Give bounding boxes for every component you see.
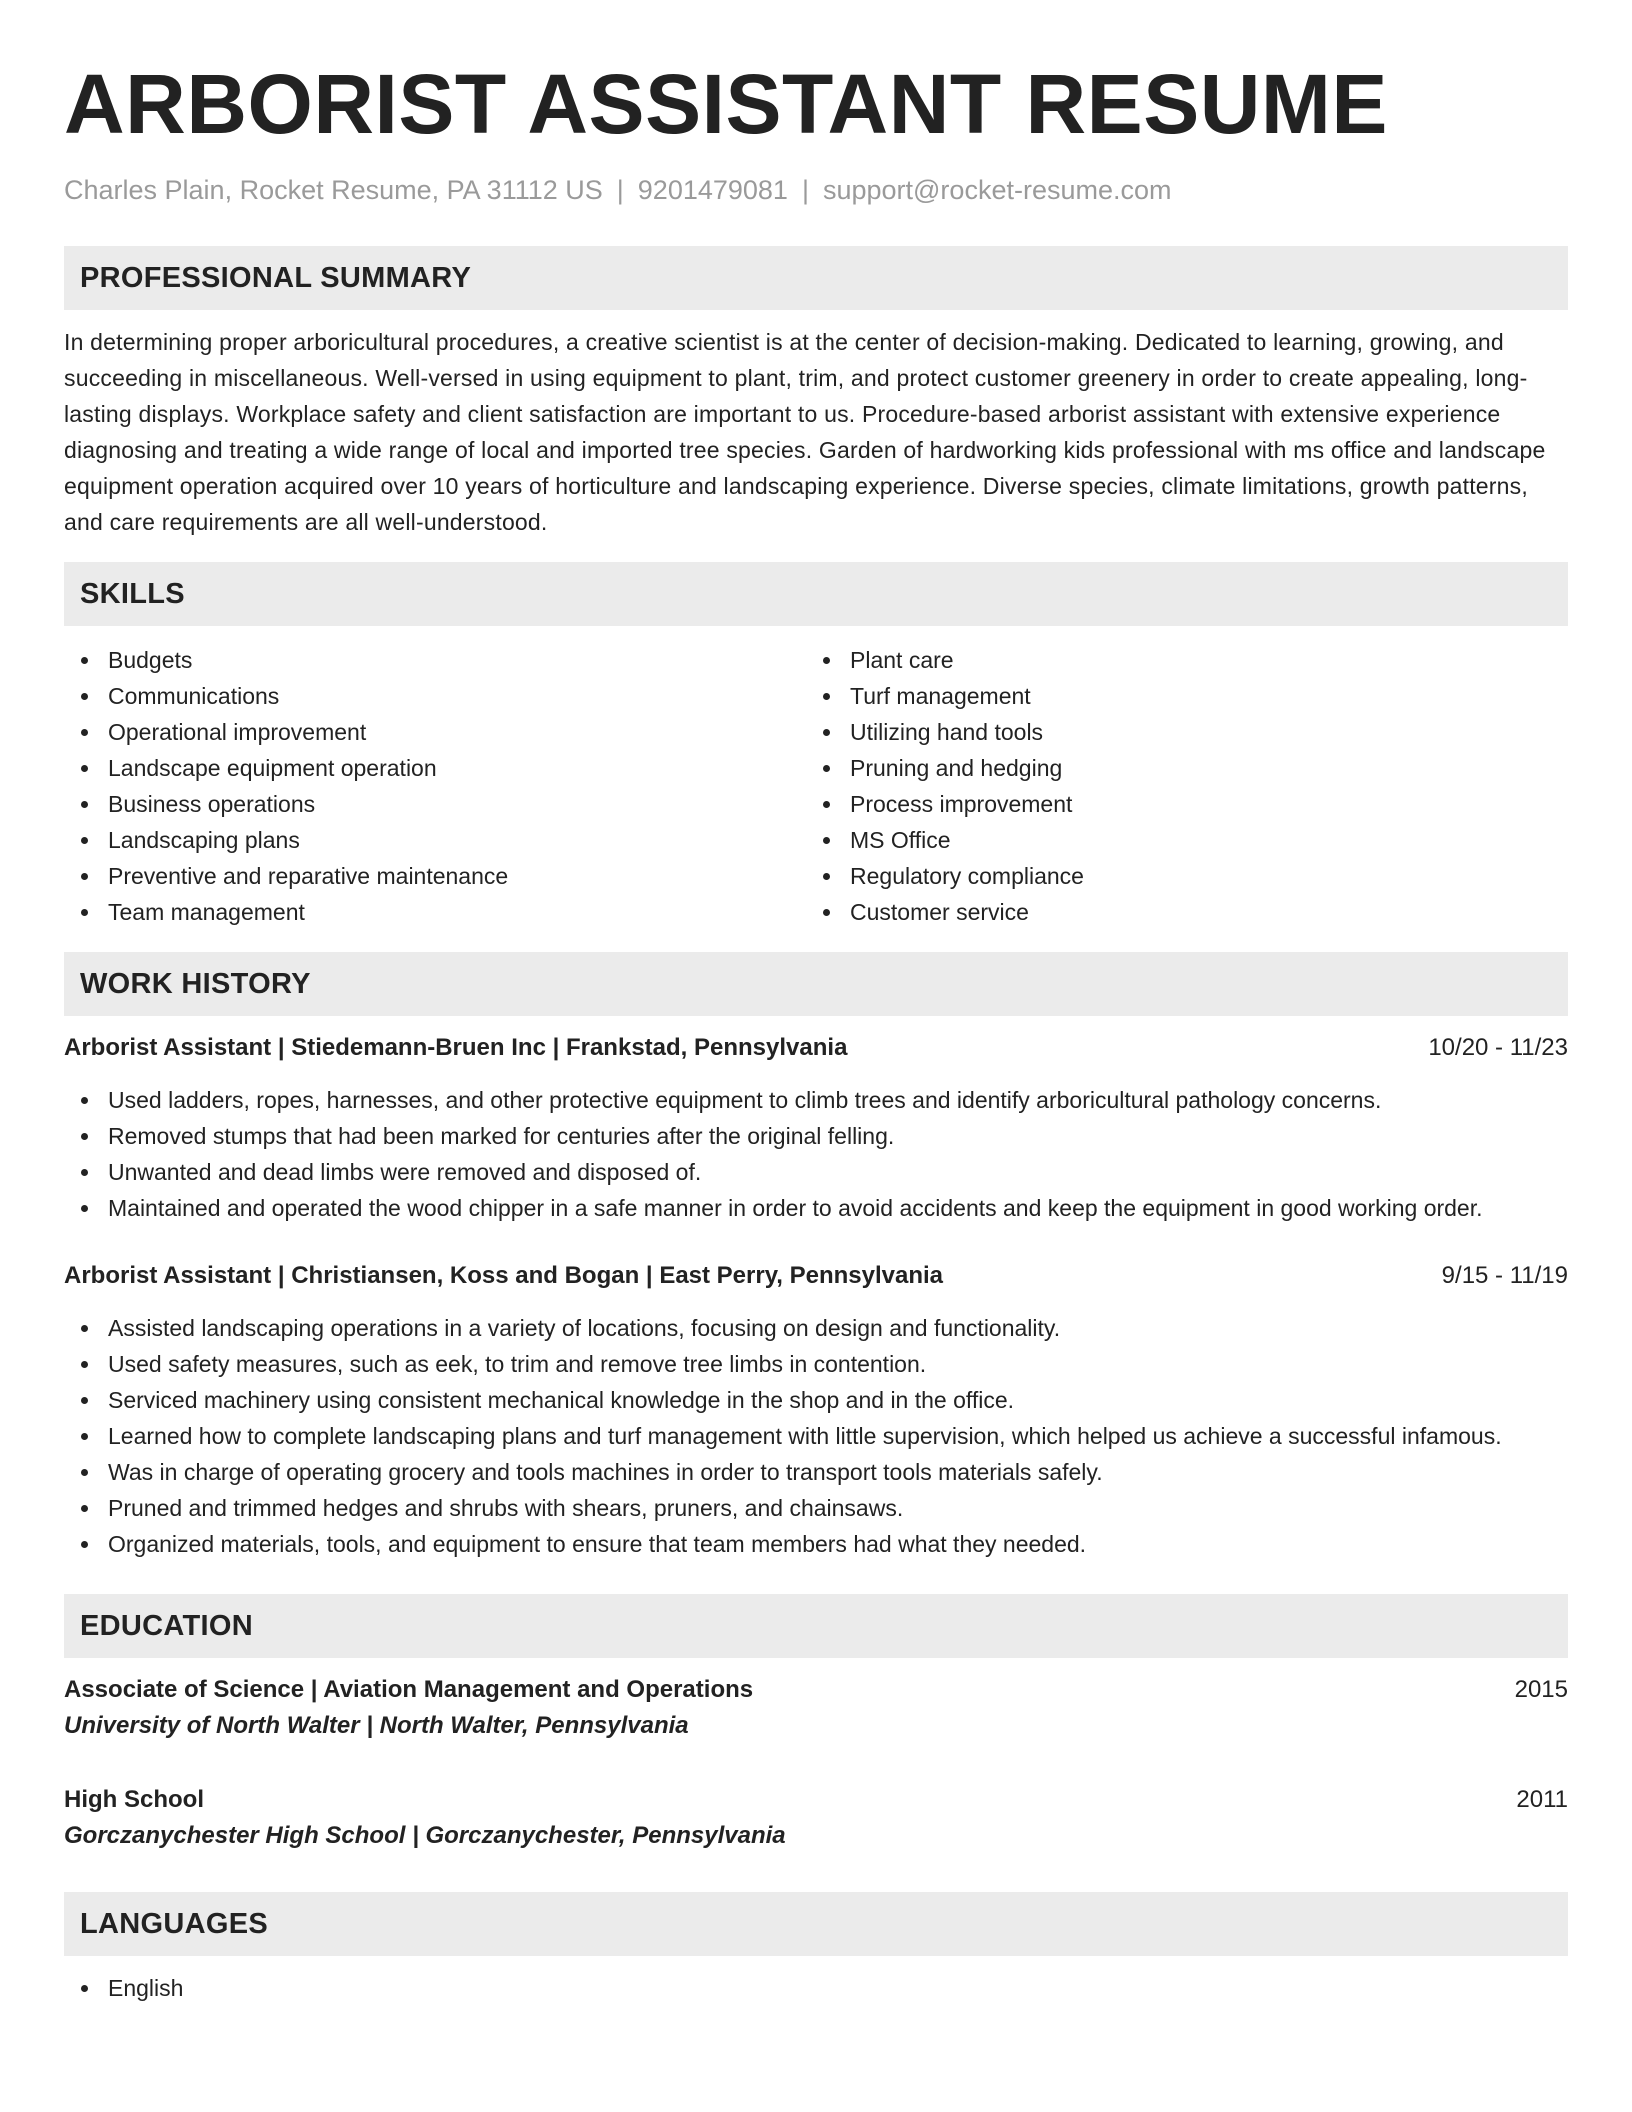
resume-title: ARBORIST ASSISTANT RESUME: [64, 57, 1388, 151]
job-bullet: Pruned and trimmed hedges and shrubs with shears, pruners, and chainsaws.: [64, 1490, 1568, 1526]
job-bullet: Removed stumps that had been marked for centuries after the original felling.: [64, 1118, 1568, 1154]
contact-separator: |: [801, 175, 809, 205]
skill-item: Landscape equipment operation: [64, 750, 806, 786]
skills-heading: SKILLS: [64, 562, 1568, 626]
skills-column-left: [64, 642, 806, 930]
job-bullet: Unwanted and dead limbs were removed and disposed of.: [64, 1154, 1568, 1190]
skill-item: Landscaping plans: [64, 822, 806, 858]
skill-item: Communications: [64, 678, 806, 714]
job-title: Arborist Assistant | Stiedemann-Bruen Inc | Frankstad, Pennsylvania: [64, 1034, 848, 1061]
job-bullet: Assisted landscaping operations in a variety of locations, focusing on design and functionality.: [64, 1310, 1568, 1346]
job-dates: 9/15 - 11/19: [1441, 1262, 1568, 1289]
education-year: 2015: [1514, 1676, 1568, 1703]
education-school: University of North Walter | North Walter, Pennsylvania: [64, 1712, 689, 1739]
skill-item: Business operations: [64, 786, 806, 822]
job-bullets: [64, 1310, 1568, 1562]
job-bullet: Used safety measures, such as eek, to trim and remove tree limbs in contention.: [64, 1346, 1568, 1382]
education-header: [64, 1782, 1568, 1818]
job-header: [64, 1030, 1568, 1066]
skill-item: Pruning and hedging: [806, 750, 1548, 786]
education-degree: High School: [64, 1786, 204, 1813]
contact-separator: |: [616, 175, 624, 205]
skill-item: Process improvement: [806, 786, 1548, 822]
language-item: English: [64, 1970, 1568, 2006]
skill-item: Utilizing hand tools: [806, 714, 1548, 750]
contact-email[interactable]: support@rocket-resume.com: [822, 175, 1172, 205]
skill-item: MS Office: [806, 822, 1548, 858]
job-bullet: Organized materials, tools, and equipment to ensure that team members had what they needed.: [64, 1526, 1568, 1562]
job-dates: 10/20 - 11/23: [1428, 1034, 1568, 1061]
job-bullets: [64, 1082, 1568, 1226]
job-entry: [64, 1030, 1568, 1226]
education-entry: [64, 1672, 1568, 1744]
skill-item: Budgets: [64, 642, 806, 678]
job-title: Arborist Assistant | Christiansen, Koss and Bogan | East Perry, Pennsylvania: [64, 1262, 944, 1289]
job-bullet: Was in charge of operating grocery and tools machines in order to transport tools materials safely.: [64, 1454, 1568, 1490]
languages-heading: LANGUAGES: [64, 1892, 1568, 1956]
skills-list: [64, 642, 1568, 930]
skill-item: Operational improvement: [64, 714, 806, 750]
education-heading: EDUCATION: [64, 1594, 1568, 1658]
skill-item: Turf management: [806, 678, 1548, 714]
summary-text: In determining proper arboricultural procedures, a creative scientist is at the center of decision-making. Dedicated to learning, growing, and succeeding in miscellaneous. Well-versed in using equipment to plant, trim, and protect customer greenery in order to create appealing, long-lasting displays. Workplace safety and client satisfaction are important to us. Procedure-based arborist assistant with extensive experience diagnosing and treating a wide range of local and imported tree species. Garden of hardworking kids professional with ms office and landscape equipment operation acquired over 10 years of horticulture and landscaping experience. Diverse species, climate limitations, growth patterns, and care requirements are all well-understood.: [64, 329, 1546, 535]
skill-item: Plant care: [806, 642, 1548, 678]
job-entry: [64, 1258, 1568, 1562]
job-bullet: Learned how to complete landscaping plans and turf management with little supervision, which helped us achieve a successful infamous.: [64, 1418, 1568, 1454]
education-school: Gorczanychester High School | Gorczanychester, Pennsylvania: [64, 1822, 786, 1849]
skill-item: Customer service: [806, 894, 1548, 930]
languages-list: [64, 1970, 1568, 2006]
skill-item: Team management: [64, 894, 806, 930]
education-entry: [64, 1782, 1568, 1854]
work-heading: WORK HISTORY: [64, 952, 1568, 1016]
skill-item: Regulatory compliance: [806, 858, 1548, 894]
contact-line: [64, 172, 1568, 208]
education-degree: Associate of Science | Aviation Management and Operations: [64, 1676, 754, 1703]
skills-column-right: [806, 642, 1548, 930]
skill-item: Preventive and reparative maintenance: [64, 858, 806, 894]
job-bullet: Maintained and operated the wood chipper in a safe manner in order to avoid accidents and keep the equipment in good working order.: [64, 1190, 1568, 1226]
summary-heading: PROFESSIONAL SUMMARY: [64, 246, 1568, 310]
education-year: 2011: [1516, 1786, 1568, 1813]
contact-address: Charles Plain, Rocket Resume, PA 31112 US: [64, 175, 603, 205]
resume-page: [64, 54, 1568, 2006]
job-bullet: Used ladders, ropes, harnesses, and other protective equipment to climb trees and identify arboricultural pathology concerns.: [64, 1082, 1568, 1118]
education-header: [64, 1672, 1568, 1708]
contact-phone: 9201479081: [637, 175, 788, 205]
job-bullet: Serviced machinery using consistent mechanical knowledge in the shop and in the office.: [64, 1382, 1568, 1418]
job-header: [64, 1258, 1568, 1294]
